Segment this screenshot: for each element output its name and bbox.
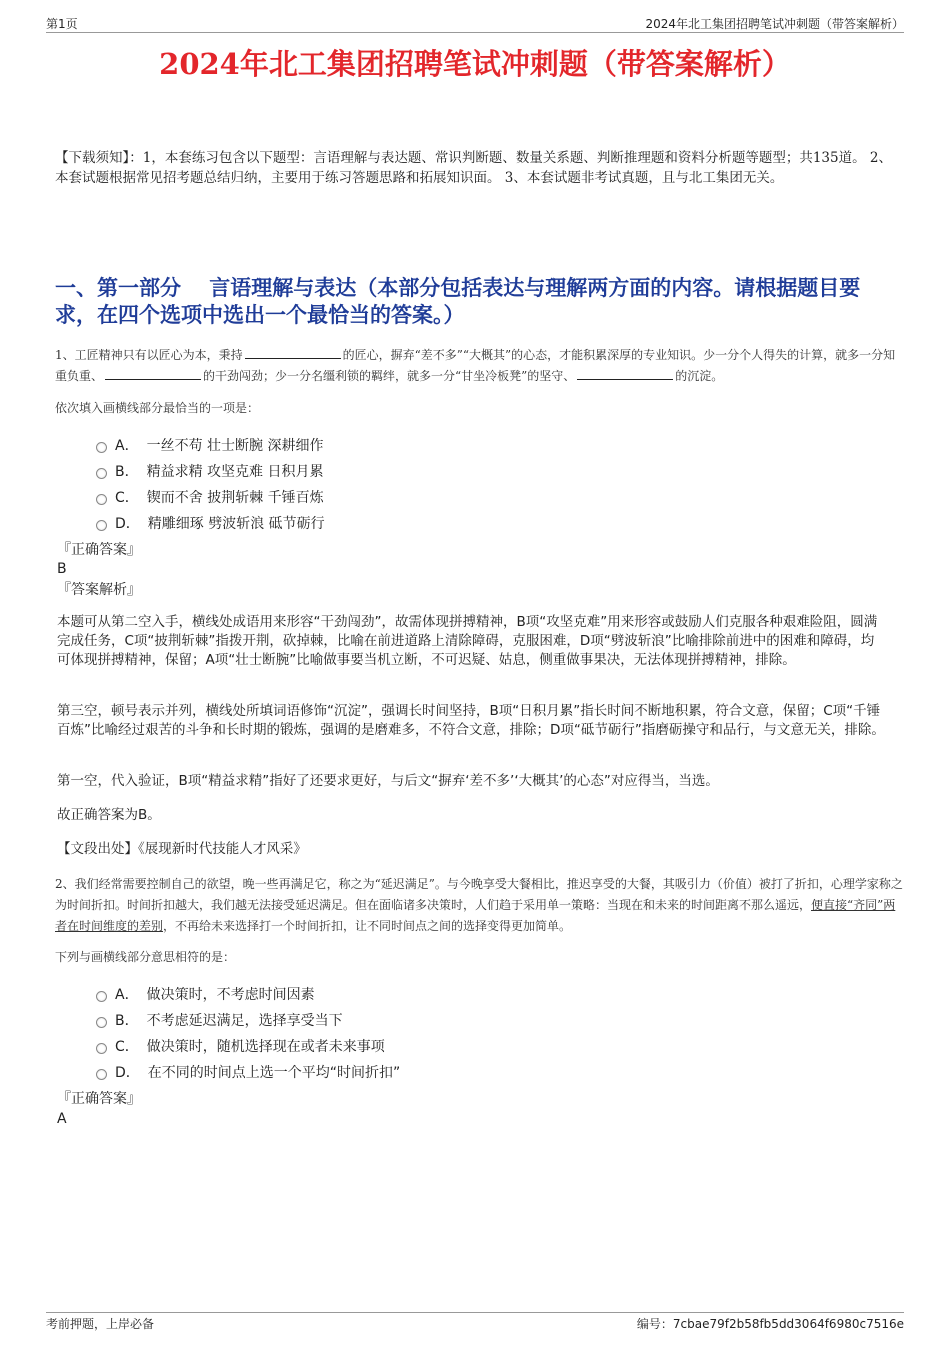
blank-3 [577, 368, 673, 380]
answer-value: B [57, 561, 67, 577]
radio-icon[interactable] [96, 494, 107, 505]
radio-icon[interactable] [96, 442, 107, 453]
option-a[interactable]: A． 一丝不苟 壮士断腕 深耕细作 [96, 432, 325, 458]
footer-slogan: 考前押题，上岸必备 [46, 1317, 155, 1331]
option-c[interactable]: C． 做决策时，随机选择现在或者未来事项 [96, 1033, 400, 1059]
page-number: 第1页 [46, 17, 78, 31]
option-b[interactable]: B． 精益求精 攻坚克难 日积月累 [96, 458, 325, 484]
answer-label: 『正确答案』 [57, 542, 141, 558]
analysis-paragraph: 第一空，代入验证，B项“精益求精”指好了还要求更好，与后文“摒弃‘差不多’‘大概其’的心态”对应得当，当选。 [57, 773, 719, 789]
document-id: 编号：7cbae79f2b58fb5dd3064f6980c7516e [636, 1317, 904, 1331]
option-c[interactable]: C． 锲而不舍 披荆斩棘 千锤百炼 [96, 484, 325, 510]
analysis-label: 『答案解析』 [57, 582, 141, 598]
question-2-text: 2、我们经常需要控制自己的欲望，晚一些再满足它，称之为“延迟满足”。与今晚享受大餐相比，推迟享受的大餐，其吸引力（价值）被打了折扣，心理学家称之为时间折扣。时间折扣越大，我们越无法接受延迟满足。但在面临诸多决策时，人们趋于采用单一策略：当现在和未来的时间距离不那么遥远，便直接“齐同”两者在时间维度的差别，不再给未来选择打一个时间折扣，让不同时间点之间的选择变得更加简单。 [55, 877, 903, 933]
question-2-prompt: 下列与画横线部分意思相符的是： [55, 950, 236, 964]
source-citation: 【文段出处】《展现新时代技能人才风采》 [57, 841, 307, 857]
question-1-options [96, 432, 325, 536]
page-footer [46, 1312, 904, 1332]
radio-icon[interactable] [96, 991, 107, 1002]
download-notice: 【下载须知】：1，本套练习包含以下题型：言语理解与表达题、常识判断题、数量关系题、判断推理题和资料分析题等题型；共135道。 2、本套试题根据常见招考题总结归纳，主要用于练习答题思路和拓展知识面。 3、本套试题非考试真题，且与北工集团无关。 [55, 150, 892, 186]
radio-icon[interactable] [96, 468, 107, 479]
page-header [46, 15, 904, 33]
answer-label: 『正确答案』 [57, 1091, 141, 1107]
question-2-options [96, 981, 400, 1085]
radio-icon[interactable] [96, 1017, 107, 1028]
analysis-paragraph: 第三空，顿号表示并列，横线处所填词语修饰“沉淀”，强调长时间坚持，B项“日积月累”指长时间不断地积累，符合文意，保留；C项“千锤百炼”比喻经过艰苦的斗争和长时期的锻炼，强调的是磨难多，不符合文意，排除；D项“砥节砺行”指磨砺操守和品行，与文意无关，排除。 [57, 703, 885, 738]
question-1-text: 1、工匠精神只有以匠心为本，秉持 的匠心，摒弃“差不多”“大概其”的心态，才能积累深厚的专业知识。少一分个人得失的计算，就多一分知重负重、 的干劲闯劲；少一分名缰利锁的羁绊，就多一分“甘坐冷板凳”的坚守、 的沉淀。 [55, 348, 896, 383]
document-title: 2024年北工集团招聘笔试冲刺题（带答案解析） [159, 47, 791, 81]
analysis-paragraph: 本题可从第二空入手，横线处成语用来形容“干劲闯劲”，故需体现拼搏精神，B项“攻坚克难”用来形容或鼓励人们克服各种艰难险阻，圆满完成任务，C项“披荆斩棘”指拨开荆，砍掉棘，比喻在前进道路上清除障碍，克服困难，D项“劈波斩浪”比喻排除前进中的困难和障碍，均可体现拼搏精神，保留；A项“壮士断腕”比喻做事要当机立断，不可迟疑、姑息，侧重做事果决，无法体现拼搏精神，排除。 [57, 614, 878, 668]
radio-icon[interactable] [96, 1069, 107, 1080]
answer-value: A [57, 1111, 67, 1127]
blank-2 [105, 368, 201, 380]
header-doc-title: 2024年北工集团招聘笔试冲刺题（带答案解析） [645, 17, 904, 31]
blank-1 [245, 347, 341, 359]
analysis-paragraph: 故正确答案为B。 [57, 807, 161, 823]
option-d[interactable]: D． 在不同的时间点上选一个平均“时间折扣” [96, 1059, 400, 1085]
option-d[interactable]: D． 精雕细琢 劈波斩浪 砥节砺行 [96, 510, 325, 536]
section-heading: 一、第一部分 言语理解与表达（本部分包括表达与理解两方面的内容。请根据题目要求，在四个选项中选出一个最恰当的答案。） [55, 275, 861, 327]
underlined-phrase: 便直接“齐同”两者在时间维度的差别 [55, 898, 896, 933]
question-1-prompt: 依次填入画横线部分最恰当的一项是： [55, 401, 260, 415]
radio-icon[interactable] [96, 1043, 107, 1054]
radio-icon[interactable] [96, 520, 107, 531]
option-a[interactable]: A． 做决策时，不考虑时间因素 [96, 981, 400, 1007]
option-b[interactable]: B． 不考虑延迟满足，选择享受当下 [96, 1007, 400, 1033]
